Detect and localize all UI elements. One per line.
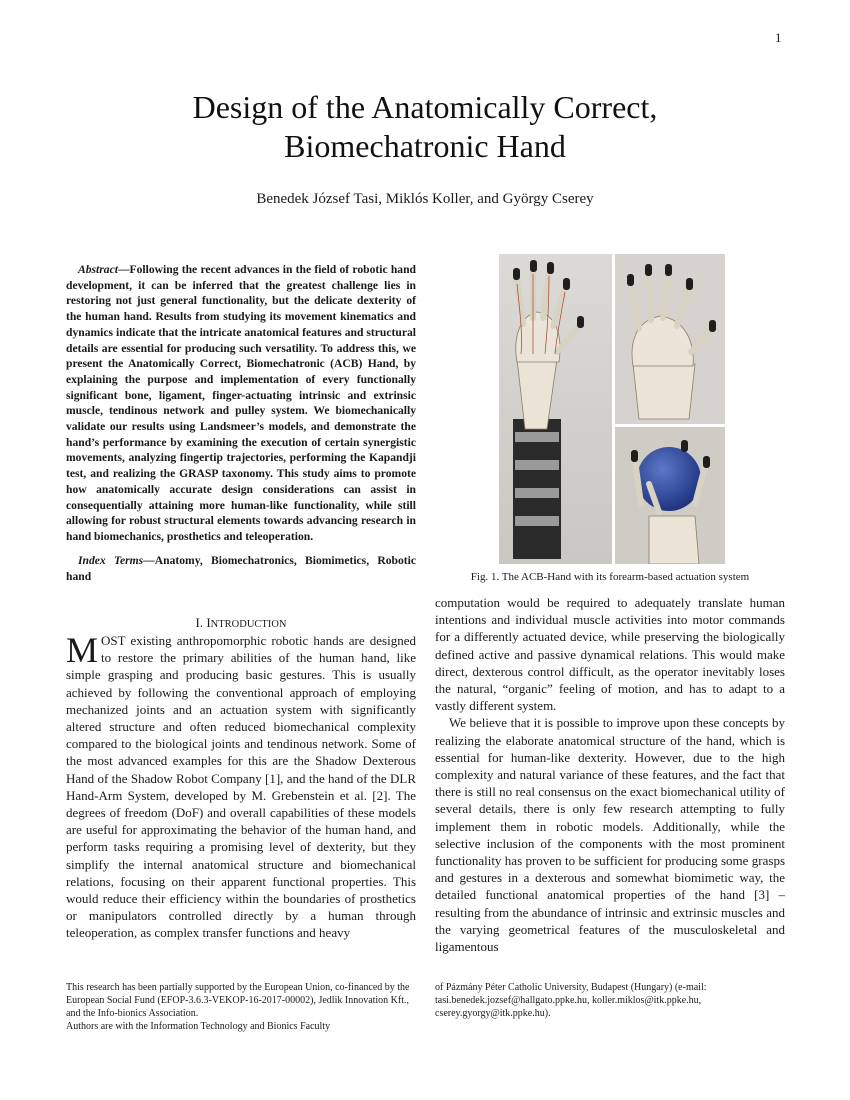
section-title-rest: NTRODUCTION (210, 619, 287, 630)
intro-text-left: OST existing anthropomorphic robotic hands are designed to restore the primary abilities of the human hand, like simple grasping and producing basic gestures. This is usually achieved by following the conventional approach of employing mechanized joints and an actuation system with significantly altered structure and often reduced biomechanical complexity compared to the biological joints and tendinous network. Some of the most advanced examples for this are the Shadow Dexterous Hand of the Shadow Robot Company [1], and the hand of the DLR Hand-Arm System, developed by M. Grebenstein et al. [2]. The degrees of freedom (DoF) and overall capabilities of these models are useful for approximating the behavior of the human hand, and perform tasks requiring a promising level of dexterity, but they simplify the internal anatomical structure and biomechanical relations, focusing on their apparent functional properties. This would reduce their efficiency within the boundaries of prosthetics or manipulators controlled directly by a human through teleoperation, as complex transfer functions and heavy (66, 633, 416, 941)
footnote-left (66, 981, 416, 1033)
title-line-1: Design of the Anatomically Correct, (192, 89, 658, 125)
index-terms-label: Index Terms (78, 554, 144, 567)
intro-paragraph-1 (66, 632, 416, 942)
figure-acb-hand-photo (499, 254, 725, 564)
abstract-text: —Following the recent advances in the field of robotic hand development, it can be inferred that the greatest challenge lies in restoring not just general functionality, but the delicate dexterity of the human hand. Results from studying its movement kinematics and dynamics indicate that the intricate anatomical features and structural details are essential for producing such versatility. To address this, we present the Anatomically Correct, Biomechatronic (ACB) Hand, by explaining the purpose and implementation of every functionally significant bone, ligament, finger-actuating intrinsic and extrinsic muscle, tendinous network and pulley system. We biomechanically validate our results using Landsmeer’s models, and demonstrate the hand’s performance by examining the execution of certain synergistic movements, analyzing fingertip trajectories, performing the Kapandji test, and realizing the GRASP taxonomy. This study aims to promote how anatomically accurate design considerations can assist in consequentially attaining more human-like functionality, while still allowing for robust structural elements towards advancing research in hand biomechanics, prosthetics and teleoperation. (66, 263, 416, 543)
index-terms-text: —Anatomy, Biomechatronics, Biomimetics, Robotic hand (66, 554, 416, 583)
footnote-right (435, 981, 785, 1020)
photo-panel-grasp (615, 427, 725, 564)
page-number: 1 (775, 30, 782, 45)
drop-cap: M (66, 630, 99, 670)
section-number: I. (195, 615, 204, 630)
abstract-label: Abstract (78, 263, 118, 276)
photo-panel-front (499, 254, 612, 564)
paper-title (100, 88, 750, 166)
intro-paragraph-continued: computation would be required to adequately translate human intentions and individual muscle activities into motor commands for a differently actuated device, while preserving the biologically defined active and passive dynamical relations. This would make direct, dexterous control difficult, as the operator inevitably loses the natural, “organic” feeling of motion, and has to adapt to a vastly different system. (435, 595, 785, 714)
abstract (66, 262, 416, 545)
author-list: Benedek József Tasi, Miklós Koller, and György Cserey (256, 191, 594, 207)
footnote-contact: of Pázmány Péter Catholic University, Budapest (Hungary) (e-mail: tasi.benedek.jozsef@hallgato.ppke.hu, koller.miklos@itk.ppke.hu, cserey.gyorgy@itk.ppke.hu). (435, 982, 707, 1019)
photo-panel-back (615, 254, 725, 424)
intro-paragraph-2: We believe that it is possible to improve upon these concepts by realizing the elaborate anatomical structure of the hand, which is essential for human-like dexterity. However, due to the high complexity and natural variance of these features, and the fact that there is still no real consensus on the exact biomechanical utility of several details, there is only few research attempting to fully implement them in robotic models. Additionally, while the selective inclusion of the components with the most prominent functionality has proven to be sufficient for producing some grasps and gestures in a dexterous and somewhat biomimetic way, the detailed functional anatomical properties of the hand [3] – resulting from the abundance of intrinsic and extrinsic muscles and the varying geometrical features of the musculoskeletal and ligamentous (435, 715, 785, 955)
title-line-2: Biomechatronic Hand (284, 128, 566, 164)
figure-caption: Fig. 1. The ACB-Hand with its forearm-based actuation system (470, 571, 750, 583)
index-terms (66, 553, 416, 584)
footnote-affiliation: Authors are with the Information Technology and Bionics Faculty (66, 1021, 331, 1032)
right-column-text (435, 594, 785, 955)
section-heading (66, 615, 416, 631)
section-title-initial: I (206, 615, 211, 630)
footnote-funding: This research has been partially supported by the European Union, co-financed by the European Social Fund (EFOP-3.6.3-VEKOP-16-2017-00002), Jedlik Innovation Kft., and the Info-bionics Association. (66, 982, 410, 1019)
